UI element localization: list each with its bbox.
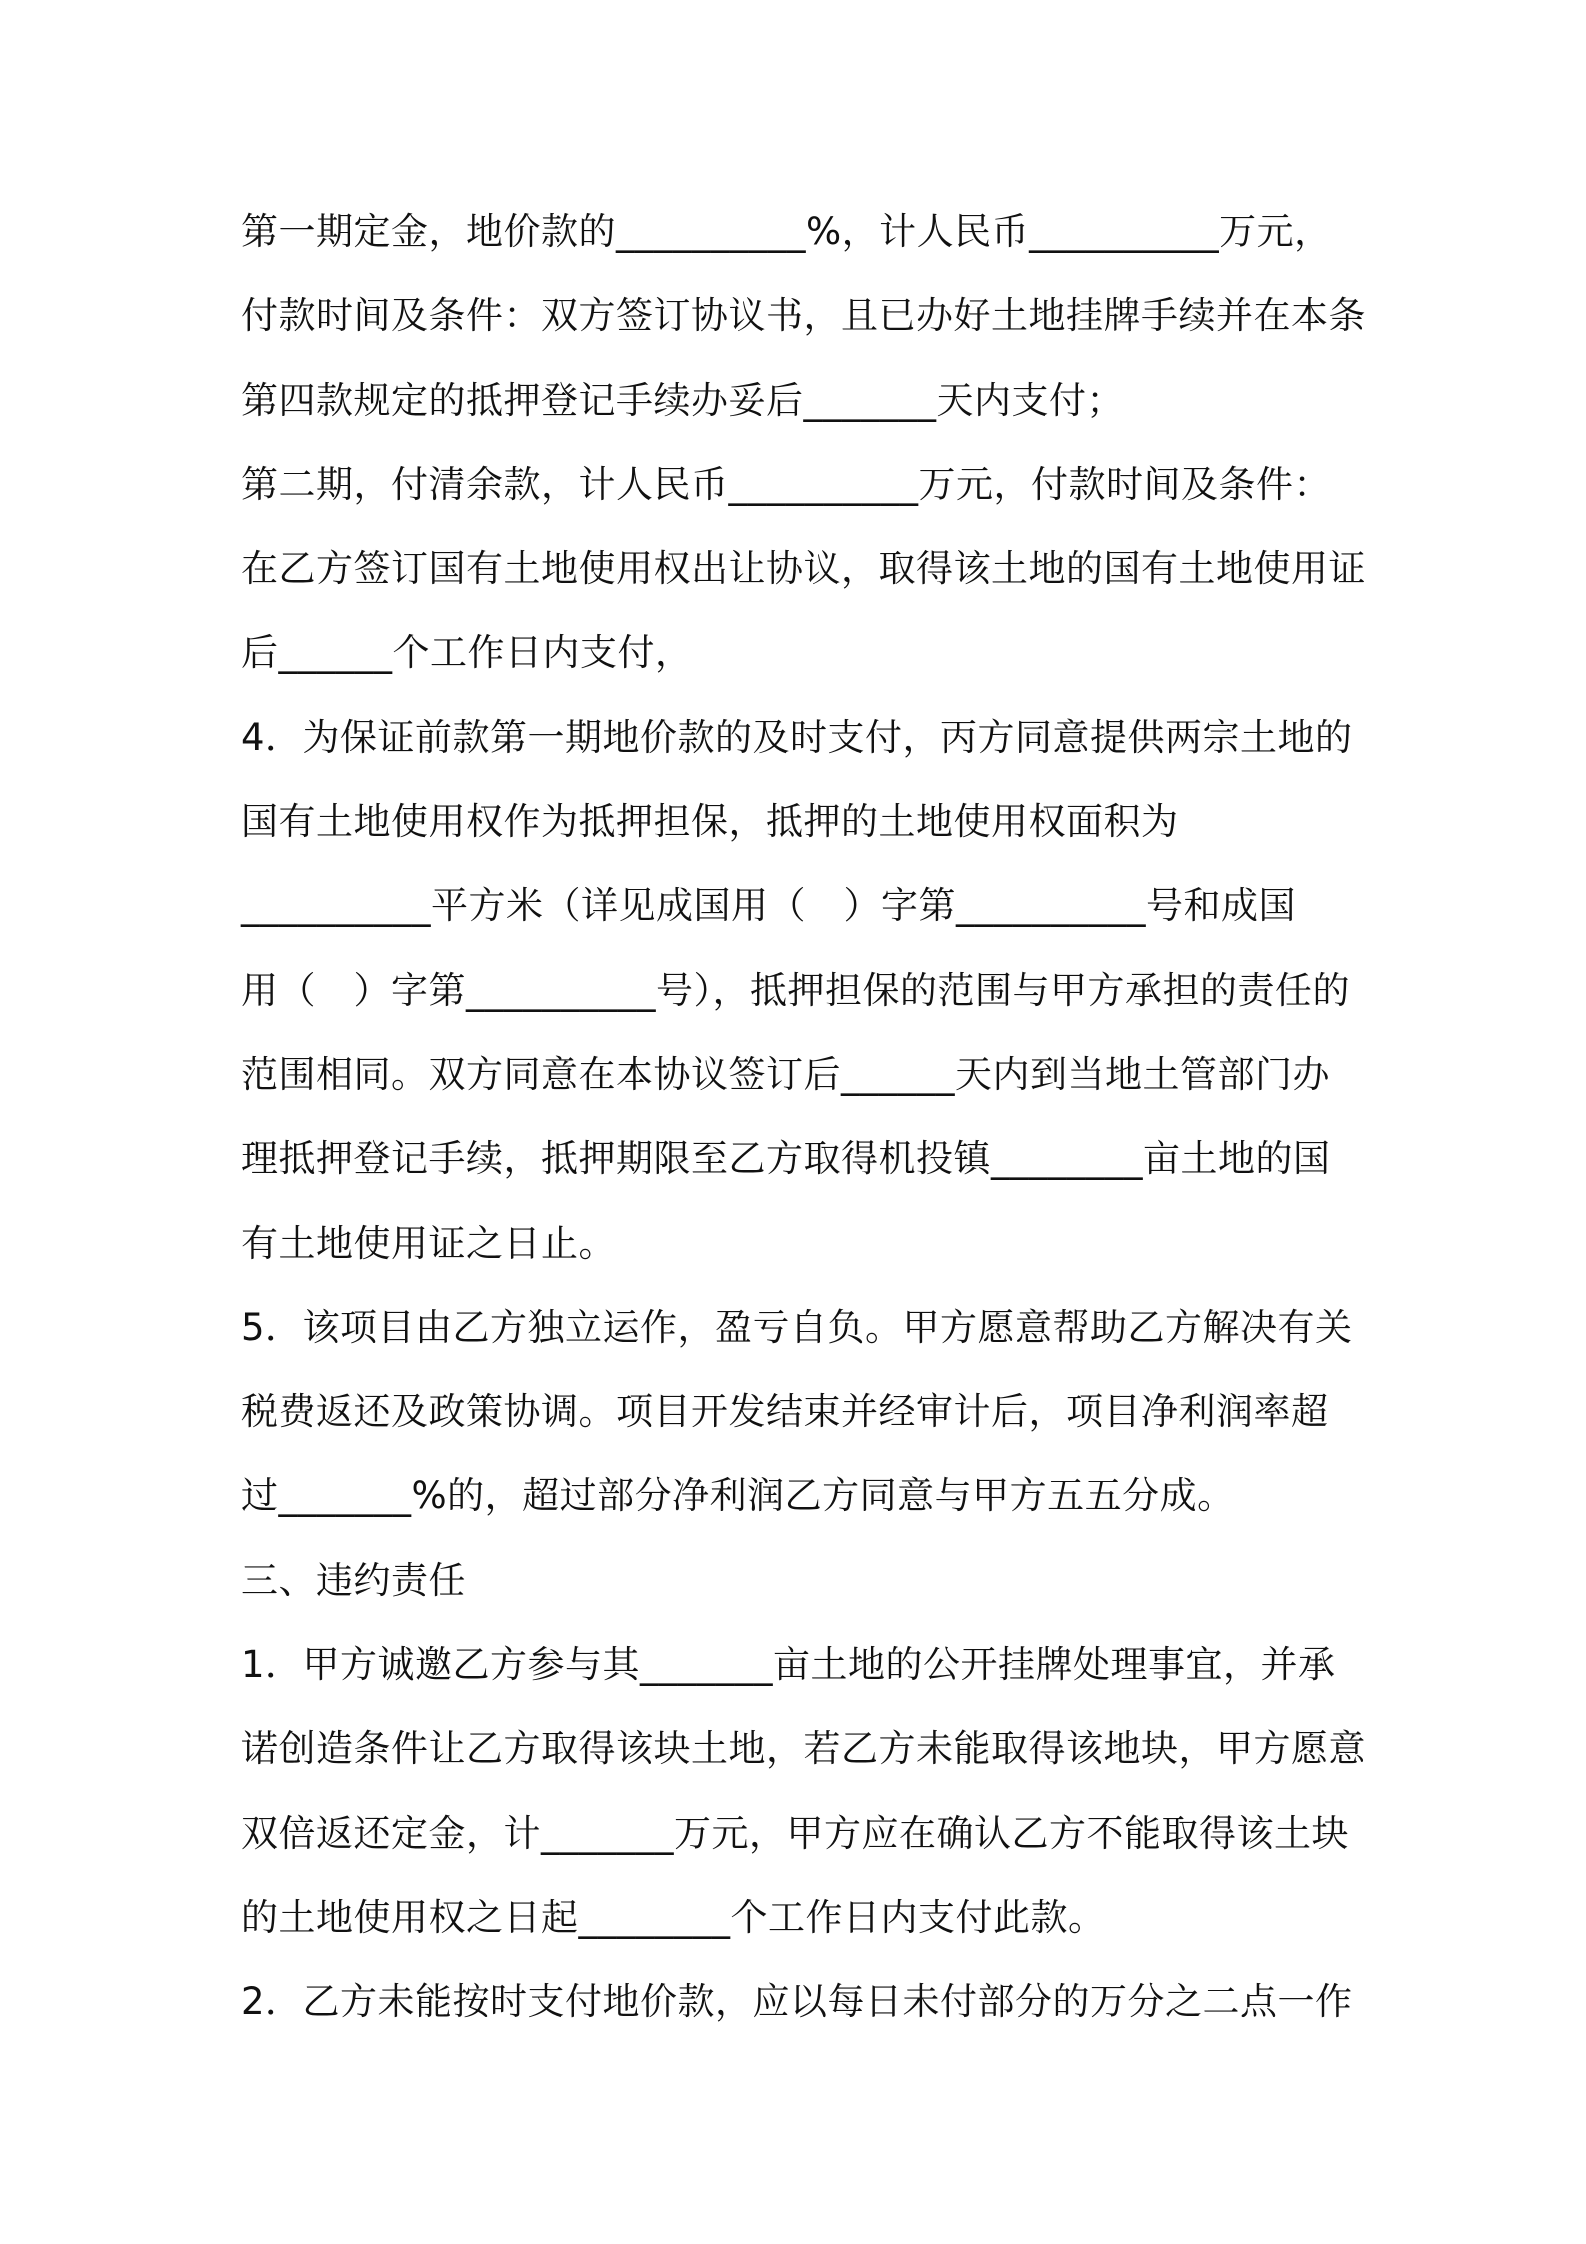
text-line: 有土地使用证之日止。 bbox=[241, 1221, 616, 1265]
text-line: 范围相同。双方同意在本协议签订后______天内到当地土管部门办 bbox=[241, 1052, 1330, 1096]
text-line: 双倍返还定金，计_______万元，甲方应在确认乙方不能取得该土块 bbox=[241, 1811, 1349, 1855]
text-line: 4．为保证前款第一期地价款的及时支付，丙方同意提供两宗土地的 bbox=[241, 715, 1353, 759]
text-line: 1．甲方诚邀乙方参与其_______亩土地的公开挂牌处理事宜，并承 bbox=[241, 1643, 1336, 1687]
text-line: 5．该项目由乙方独立运作，盈亏自负。甲方愿意帮助乙方解决有关 bbox=[241, 1305, 1353, 1349]
text-line: 诺创造条件让乙方取得该块土地，若乙方未能取得该地块，甲方愿意 bbox=[241, 1727, 1366, 1771]
text-line: 过_______%的，超过部分净利润乙方同意与甲方五五分成。 bbox=[241, 1474, 1235, 1518]
text-line: 付款时间及条件：双方签订协议书，且已办好土地挂牌手续并在本条 bbox=[241, 294, 1366, 338]
text-line: 第四款规定的抵押登记手续办妥后_______天内支付； bbox=[241, 378, 1124, 422]
text-line: 第二期，付清余款，计人民币__________万元，付款时间及条件： bbox=[241, 462, 1331, 506]
text-line: 理抵押登记手续，抵押期限至乙方取得机投镇________亩土地的国 bbox=[241, 1137, 1331, 1181]
text-line: 税费返还及政策协调。项目开发结束并经审计后，项目净利润率超 bbox=[241, 1390, 1329, 1434]
text-line: 在乙方签订国有土地使用权出让协议，取得该土地的国有土地使用证 bbox=[241, 547, 1366, 591]
text-line: 用（ ）字第__________号），抵押担保的范围与甲方承担的责任的 bbox=[241, 968, 1350, 1012]
text-line: 后______个工作日内支付， bbox=[241, 631, 693, 675]
text-line: 第一期定金，地价款的__________%，计人民币__________万元， bbox=[241, 210, 1332, 253]
text-line: 的土地使用权之日起________个工作日内支付此款。 bbox=[241, 1895, 1106, 1939]
text-line: 2．乙方未能按时支付地价款，应以每日未付部分的万分之二点一作 bbox=[241, 1980, 1353, 2024]
text-line: __________平方米（详见成国用（ ）字第__________号和成国 bbox=[241, 884, 1296, 928]
text-line: 国有土地使用权作为抵押担保，抵押的土地使用权面积为 bbox=[241, 800, 1179, 844]
contract-text bbox=[241, 190, 1366, 2045]
section-heading: 三、违约责任 bbox=[241, 1558, 466, 1602]
